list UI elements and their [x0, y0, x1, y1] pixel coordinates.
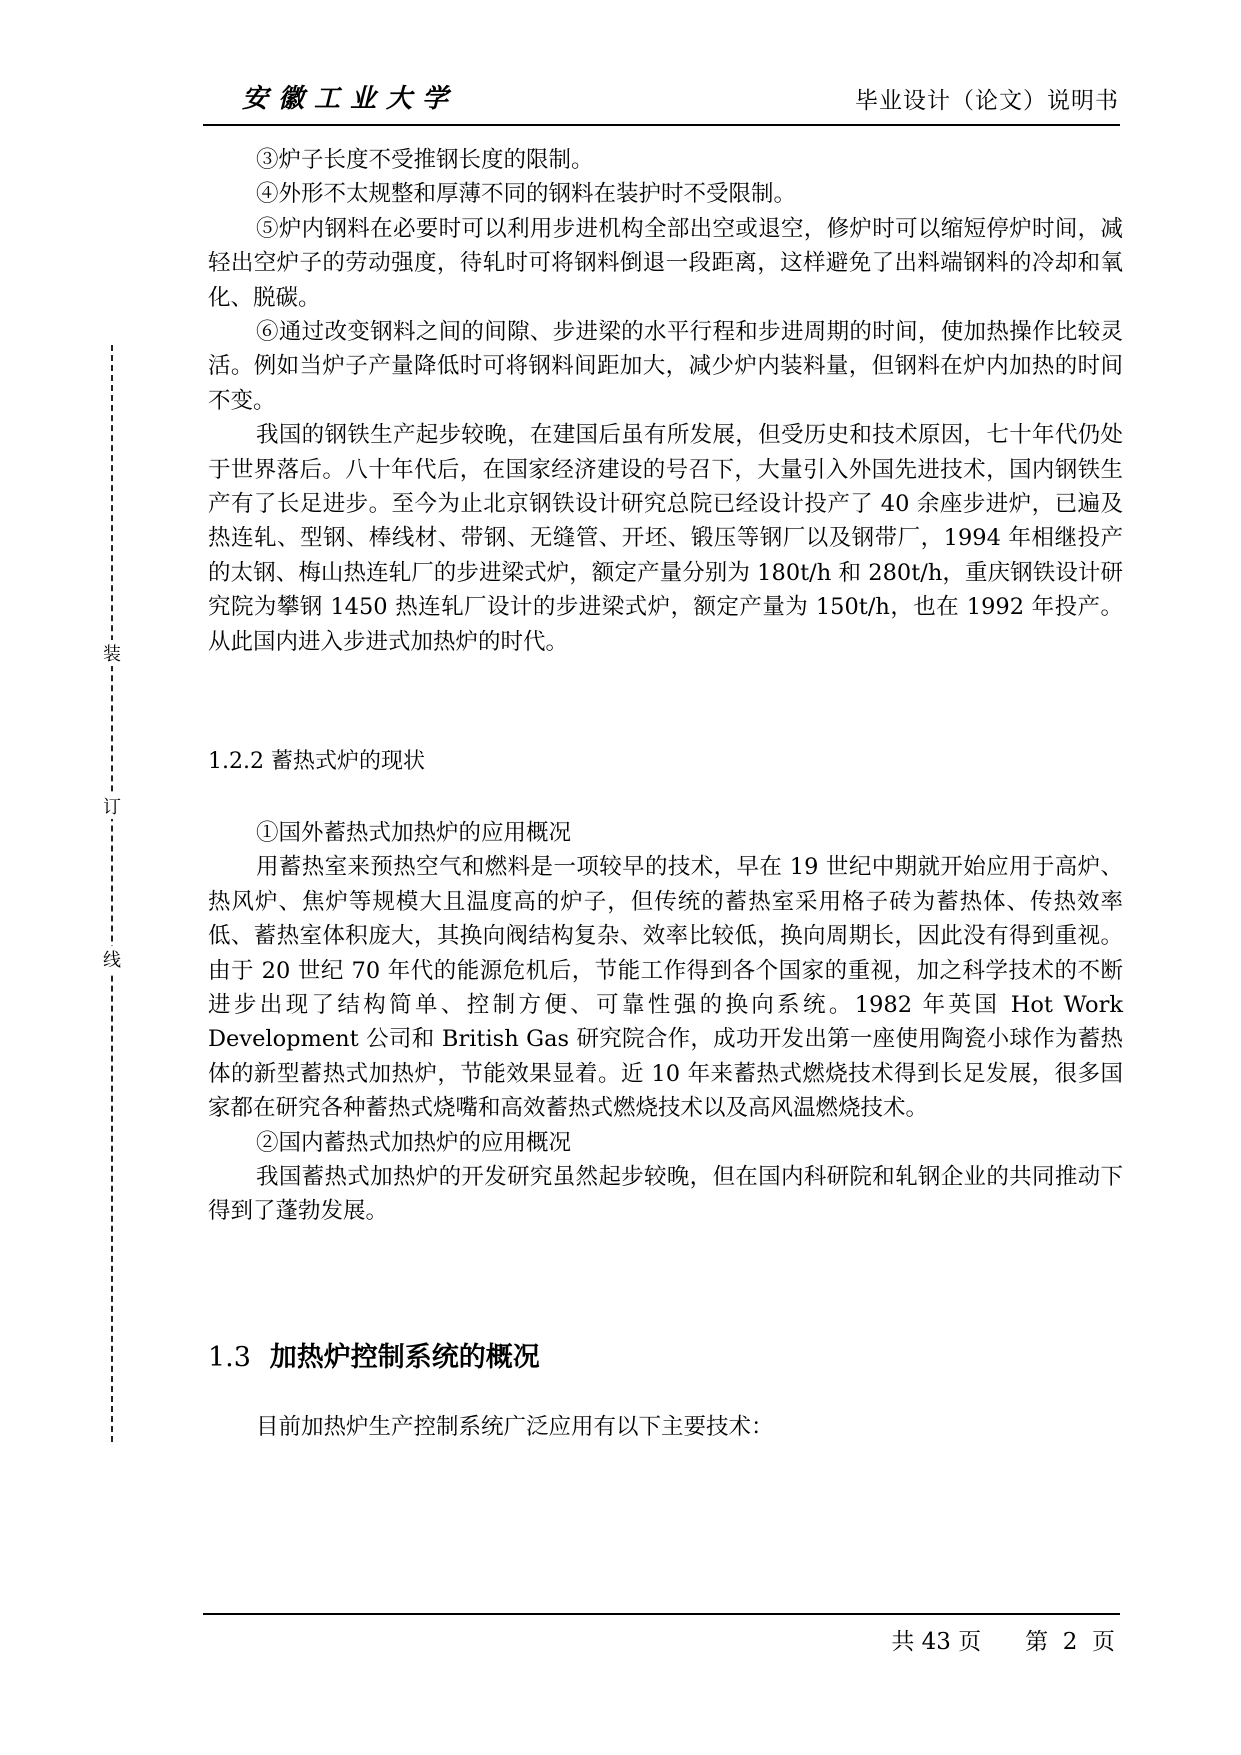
- binding-char-xian: 线: [102, 946, 122, 972]
- section-title: 加热炉控制系统的概况: [269, 1342, 540, 1373]
- body-top: [208, 143, 1123, 659]
- university-name: 安徽工业大学: [242, 84, 459, 114]
- body-bottom: [208, 1410, 1123, 1444]
- binding-dashes: [111, 345, 113, 1442]
- footer-divider: [203, 1613, 1120, 1615]
- paragraph: ④外形不太规整和厚薄不同的钢料在装护时不受限制。: [256, 181, 797, 208]
- page-footer: [891, 1623, 1115, 1656]
- document-title: 毕业设计（论文）说明书: [855, 88, 1119, 114]
- total-pages: 共 43 页: [891, 1629, 982, 1655]
- page-number: 第 2 页: [1025, 1629, 1115, 1655]
- paragraph: 用蓄热室来预热空气和燃料是一项较早的技术，早在 19 世纪中期就开始应用于高炉、热风炉、焦炉等规模大且温度高的炉子，但传统的蓄热室采用格子砖为蓄热体、传热效率低、蓄热室体积庞大，其换向阀结构复杂、效率比较低，换向周期长，因此没有得到重视。由于 20 世纪 70 年代的能源危机后，节能工作得到各个国家的重视，加之科学技术的不断进步出现了结构简单、控制方便、可靠性强的换向系统。1982 年英国 Hot Work Development 公司和 British Gas 研究院合作，成功开发出第一座使用陶瓷小球作为蓄热体的新型蓄热式加热炉，节能效果显着。近 10 年来蓄热式燃烧技术得到长足发展，很多国家都在研究各种蓄热式烧嘴和高效蓄热式燃烧技术以及高风温燃烧技术。: [208, 854, 1123, 1122]
- header-divider: [203, 124, 1120, 126]
- paragraph: ⑤炉内钢料在必要时可以利用步进机构全部出空或退空，修炉时可以缩短停炉时间，减轻出空炉子的劳动强度，待轧时可将钢料倒退一段距离，这样避免了出料端钢料的冷却和氧化、脱碳。: [208, 215, 1123, 311]
- paragraph: 我国蓄热式加热炉的开发研究虽然起步较晚，但在国内科研院和轧钢企业的共同推动下得到了蓬勃发展。: [208, 1164, 1123, 1225]
- paragraph: ⑥通过改变钢料之间的间隙、步进梁的水平行程和步进周期的时间，使加热操作比较灵活。例如当炉子产量降低时可将钢料间距加大，减少炉内装料量，但钢料在炉内加热的时间不变。: [208, 319, 1123, 414]
- section-number: 1.3: [208, 1342, 251, 1373]
- subsection-heading: 1.2.2 蓄热式炉的现状: [208, 749, 425, 774]
- paragraph: 我国的钢铁生产起步较晚，在建国后虽有所发展，但受历史和技术原因，七十年代仍处于世界落后。八十年代后，在国家经济建设的号召下，大量引入外国先进技术，国内钢铁生产有了长足进步。至今为止北京钢铁设计研究总院已经设计投产了 40 余座步进炉，已遍及热连轧、型钢、棒线材、带钢、无缝管、开坯、锻压等钢厂以及钢带厂，1994 年相继投产的太钢、梅山热连轧厂的步进梁式炉，额定产量分别为 180t/h 和 280t/h，重庆钢铁设计研究院为攀钢 1450 热连轧厂设计的步进梁式炉，额定产量为 150t/h，也在 1992 年投产。从此国内进入步进式加热炉的时代。: [208, 422, 1123, 655]
- body-middle: [208, 816, 1123, 1229]
- paragraph: ①国外蓄热式加热炉的应用概况: [256, 820, 572, 846]
- section-heading: [208, 1335, 540, 1374]
- binding-char-ding: 订: [102, 793, 122, 819]
- paragraph: ③炉子长度不受推钢长度的限制。: [256, 147, 594, 173]
- binding-char-zhuang: 装: [102, 640, 122, 666]
- paragraph: ②国内蓄热式加热炉的应用概况: [256, 1129, 572, 1156]
- paragraph: 目前加热炉生产控制系统广泛应用有以下主要技术：: [256, 1414, 774, 1440]
- binding-line: [102, 345, 122, 1442]
